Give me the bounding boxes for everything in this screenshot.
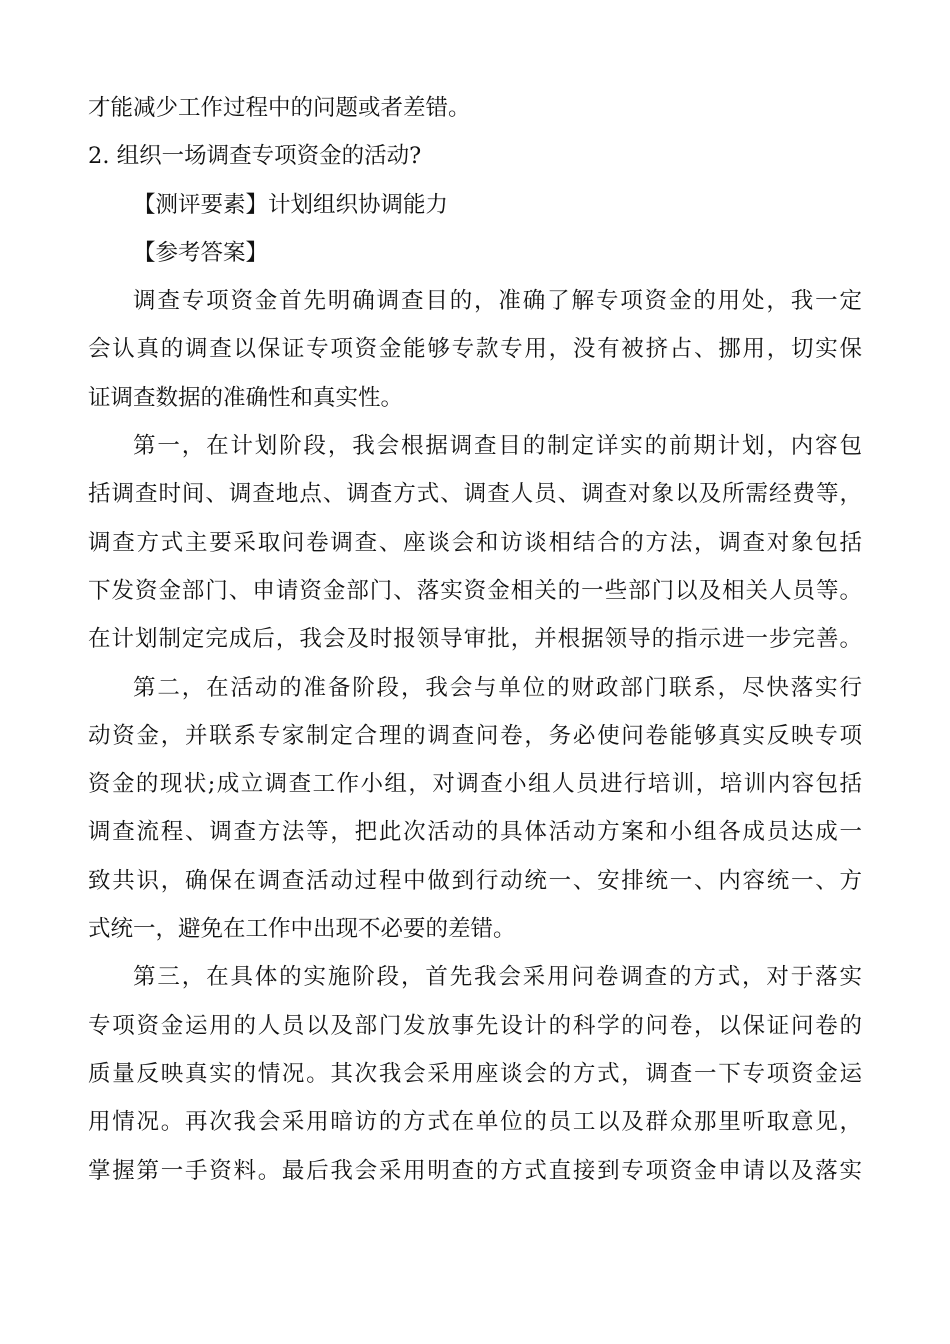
text-line: 掌握第一手资料。最后我会采用明查的方式直接到专项资金申请以及落实 (88, 1157, 862, 1184)
text-line: 调查方式主要采取问卷调查、座谈会和访谈相结合的方法，调查对象包括 (88, 529, 862, 556)
text-line: 【测评要素】计划组织协调能力 (133, 191, 449, 218)
text-line: 调查专项资金首先明确调查目的，准确了解专项资金的用处，我一定 (133, 288, 862, 315)
text-line: 【参考答案】 (133, 239, 269, 266)
text-line: 第三，在具体的实施阶段，首先我会采用问卷调查的方式，对于落实 (133, 964, 862, 991)
text-line: 质量反映真实的情况。其次我会采用座谈会的方式，调查一下专项资金运 (88, 1060, 862, 1087)
text-line: 2. 组织一场调查专项资金的活动? (88, 143, 422, 170)
text-line: 式统一，避免在工作中出现不必要的差错。 (88, 916, 516, 943)
document-page (88, 84, 862, 1195)
text-line: 用情况。再次我会采用暗访的方式在单位的员工以及群众那里听取意见， (88, 1109, 862, 1136)
text-line: 第二，在活动的准备阶段，我会与单位的财政部门联系，尽快落实行 (133, 674, 862, 701)
text-line: 致共识，确保在调查活动过程中做到行动统一、安排统一、内容统一、方 (88, 867, 862, 894)
text-line: 在计划制定完成后，我会及时报领导审批，并根据领导的指示进一步完善。 (88, 626, 862, 653)
text-line: 资金的现状;成立调查工作小组，对调查小组人员进行培训，培训内容包括 (88, 771, 862, 798)
text-line: 专项资金运用的人员以及部门发放事先设计的科学的问卷，以保证问卷的 (88, 1012, 862, 1039)
text-line: 证调查数据的准确性和真实性。 (88, 384, 404, 411)
text-line: 第一，在计划阶段，我会根据调查目的制定详实的前期计划，内容包 (133, 433, 862, 460)
text-line: 动资金，并联系专家制定合理的调查问卷，务必使问卷能够真实反映专项 (88, 722, 862, 749)
text-line: 才能减少工作过程中的问题或者差错。 (88, 95, 471, 121)
text-line: 会认真的调查以保证专项资金能够专款专用，没有被挤占、挪用，切实保 (88, 336, 862, 363)
text-line: 调查流程、调查方法等，把此次活动的具体活动方案和小组各成员达成一 (88, 819, 862, 846)
text-line: 括调查时间、调查地点、调查方式、调查人员、调查对象以及所需经费等， (88, 481, 862, 508)
text-line: 下发资金部门、申请资金部门、落实资金相关的一些部门以及相关人员等。 (88, 577, 862, 604)
